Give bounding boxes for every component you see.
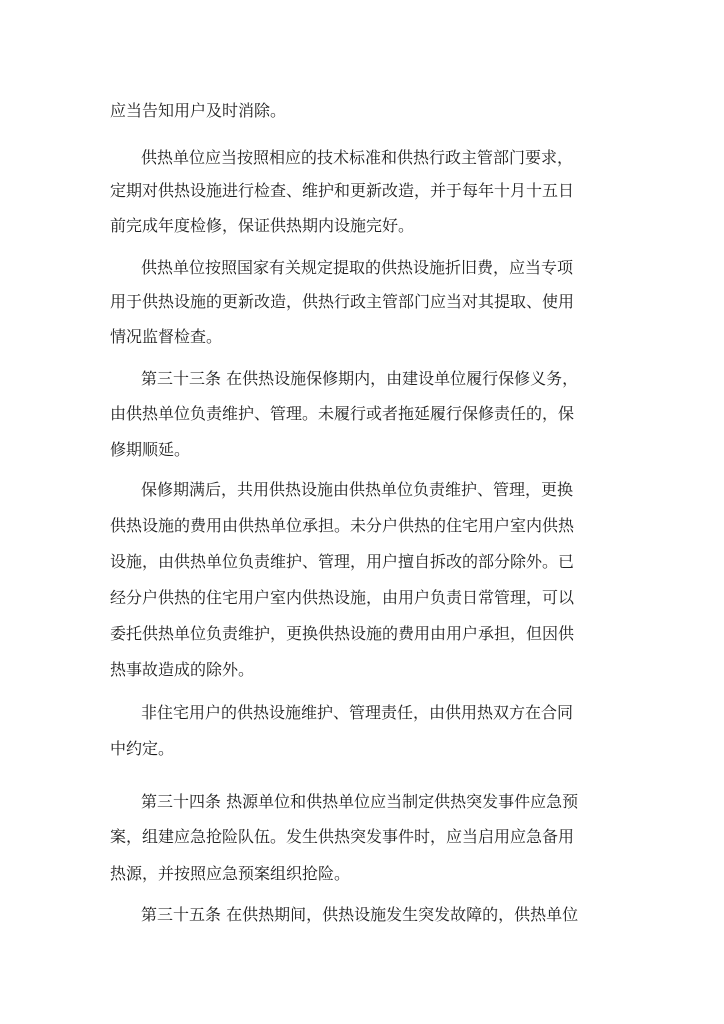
text-line: 中约定。 — [110, 739, 175, 758]
text-line: 热事故造成的除外。 — [110, 660, 255, 679]
text-line: 修期顺延。 — [110, 440, 191, 459]
text-line: 情况监督检查。 — [110, 327, 223, 346]
article-34-heading-line: 第三十四条 热源单位和供热单位应当制定供热突发事件应急预 — [141, 792, 579, 811]
text-line: 前完成年度检修，保证供热期内设施完好。 — [110, 216, 415, 235]
text-line: 经分户供热的住宅用户室内供热设施，由用户负责日常管理，可以 — [110, 588, 575, 607]
text-line: 由供热单位负责维护、管理。未履行或者拖延履行保修责任的，保 — [110, 404, 575, 423]
text-line: 供热设施的费用由供热单位承担。未分户供热的住宅用户室内供热 — [110, 516, 575, 535]
text-line: 定期对供热设施进行检查、维护和更新改造，并于每年十月十五日 — [110, 181, 575, 200]
paragraph-first-line: 保修期满后，共用供热设施由供热单位负责维护、管理，更换 — [141, 480, 574, 499]
article-35-heading-line: 第三十五条 在供热期间，供热设施发生突发故障的，供热单位 — [141, 905, 579, 924]
paragraph-first-line: 非住宅用户的供热设施维护、管理责任，由供用热双方在合同 — [141, 703, 574, 722]
text-line: 热源，并按照应急预案组织抢险。 — [110, 864, 351, 883]
text-line: 案，组建应急抢险队伍。发生供热突发事件时，应当启用应急备用 — [110, 827, 575, 846]
article-33-heading-line: 第三十三条 在供热设施保修期内，由建设单位履行保修义务， — [141, 369, 579, 388]
text-line: 用于供热设施的更新改造，供热行政主管部门应当对其提取、使用 — [110, 292, 575, 311]
text-line: 委托供热单位负责维护，更换供热设施的费用由用户承担，但因供 — [110, 624, 575, 643]
paragraph-first-line: 供热单位应当按照相应的技术标准和供热行政主管部门要求， — [141, 148, 574, 167]
paragraph-first-line: 供热单位按照国家有关规定提取的供热设施折旧费，应当专项 — [141, 258, 574, 277]
text-line: 应当告知用户及时消除。 — [110, 101, 287, 120]
text-line: 设施，由供热单位负责维护、管理，用户擅自拆改的部分除外。已 — [110, 552, 575, 571]
